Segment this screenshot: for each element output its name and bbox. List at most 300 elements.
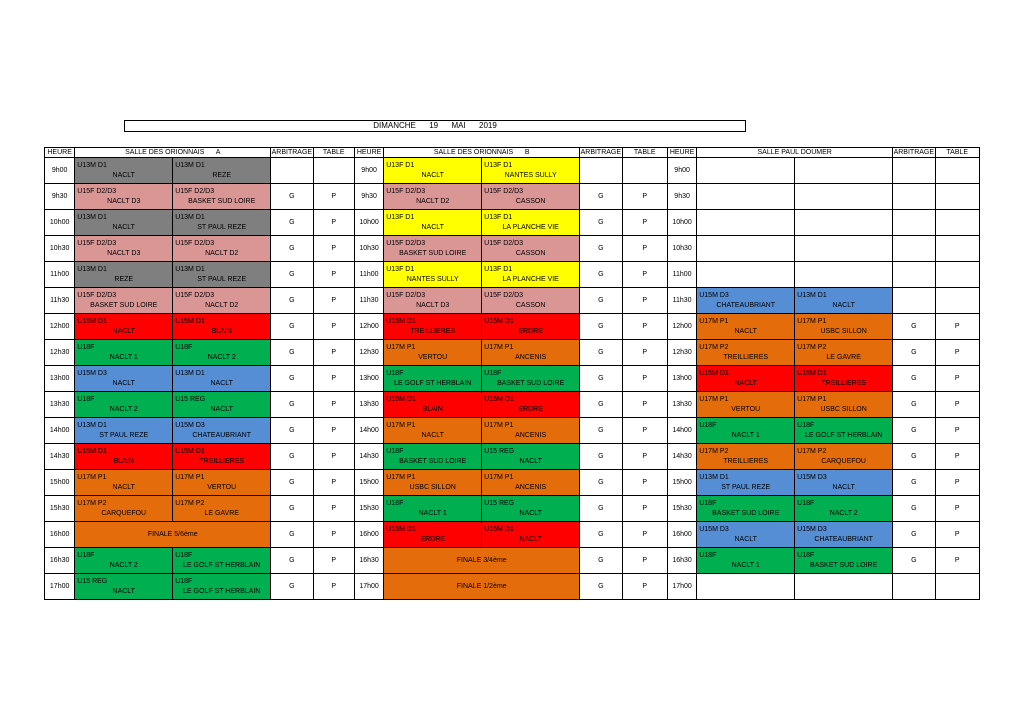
time-cell: 16h00 [45, 522, 75, 548]
arbitrage-cell: G [271, 340, 313, 366]
time-cell: 13h30 [667, 392, 696, 418]
team-name: CARQUEFOU [821, 457, 866, 465]
header-row [45, 148, 980, 158]
team-cell [697, 262, 795, 288]
team-cell [795, 158, 893, 184]
arbitrage-cell: G [271, 262, 313, 288]
team-cell [384, 314, 482, 340]
category-label: U18F [175, 343, 193, 351]
table-cell: P [313, 210, 354, 236]
table-cell: P [622, 496, 667, 522]
team-cell [384, 392, 482, 418]
team-name: VERTOU [418, 353, 448, 361]
team-name: VERTOU [207, 483, 237, 491]
arbitrage-cell: G [271, 236, 313, 262]
category-label [697, 213, 794, 223]
team-cell [482, 496, 580, 522]
category-label: U17M P1 [77, 473, 107, 481]
category-label: U15F D2/D3 [484, 187, 524, 195]
time-cell: 10h30 [354, 236, 383, 262]
category-label: U15M D1 [797, 369, 827, 377]
team-cell [697, 522, 795, 548]
team-name: NANTES SULLY [406, 275, 459, 283]
category-label: U15M D3 [175, 421, 205, 429]
category-label: U18F [386, 447, 404, 455]
category-label: U13M D1 [175, 213, 205, 221]
time-cell: 12h30 [667, 340, 696, 366]
team-name: REZE [212, 171, 232, 179]
category-label: U17M P1 [386, 473, 416, 481]
category-label: U13M D1 [175, 369, 205, 377]
header-salle-a: SALLE DES ORIONNAIS A [75, 148, 271, 158]
table-cell: P [313, 366, 354, 392]
time-cell: 11h30 [45, 288, 75, 314]
arbitrage-cell: G [893, 340, 935, 366]
team-cell [482, 210, 580, 236]
category-label: U13M D1 [77, 265, 107, 273]
team-name: ANCENIS [515, 483, 547, 491]
arbitrage-cell: G [893, 470, 935, 496]
team-cell [75, 288, 173, 314]
team-cell [697, 366, 795, 392]
category-label: U17M P2 [797, 447, 827, 455]
team-name [697, 223, 794, 233]
schedule-row [45, 262, 980, 288]
table-cell: P [935, 522, 979, 548]
schedule-row [45, 418, 980, 444]
arbitrage-cell: G [271, 444, 313, 470]
team-name: BASKET SUD LOIRE [497, 379, 565, 387]
arbitrage-cell [893, 210, 935, 236]
team-cell [697, 210, 795, 236]
team-name: NACLT [112, 327, 135, 335]
team-cell [795, 366, 893, 392]
arbitrage-cell [893, 184, 935, 210]
category-label: U13F D1 [386, 265, 415, 273]
arbitrage-cell: G [580, 262, 622, 288]
time-cell: 13h00 [667, 366, 696, 392]
table-cell: P [313, 236, 354, 262]
time-cell: 15h30 [354, 496, 383, 522]
time-cell: 10h30 [667, 236, 696, 262]
team-cell [173, 288, 271, 314]
team-name: BLAIN [113, 457, 134, 465]
team-name: NACLT [112, 379, 135, 387]
table-cell [935, 210, 979, 236]
time-cell: 14h30 [45, 444, 75, 470]
table-cell [935, 158, 979, 184]
category-label: U13F D1 [484, 265, 513, 273]
arbitrage-cell: G [893, 522, 935, 548]
category-label [795, 265, 892, 275]
arbitrage-cell: G [271, 184, 313, 210]
team-name: TREILLIERES [723, 457, 769, 465]
arbitrage-cell: G [580, 418, 622, 444]
arbitrage-cell: G [580, 314, 622, 340]
time-cell: 11h30 [667, 288, 696, 314]
time-cell: 12h30 [45, 340, 75, 366]
table-cell: P [622, 236, 667, 262]
team-name: REZE [114, 275, 134, 283]
team-name: ST PAUL REZE [99, 431, 149, 439]
schedule-row [45, 574, 980, 600]
category-label [795, 577, 892, 587]
time-cell: 9h30 [354, 184, 383, 210]
schedule-table [44, 147, 980, 600]
time-cell: 13h00 [354, 366, 383, 392]
team-cell [384, 522, 482, 548]
time-cell: 9h00 [667, 158, 696, 184]
table-cell: P [935, 392, 979, 418]
time-cell: 15h00 [354, 470, 383, 496]
team-cell [795, 210, 893, 236]
team-name: NACLT 2 [109, 561, 138, 569]
table-cell: P [313, 548, 354, 574]
team-cell [795, 496, 893, 522]
schedule-row [45, 522, 980, 548]
team-cell [697, 236, 795, 262]
team-cell [384, 236, 482, 262]
category-label: U17M P1 [386, 343, 416, 351]
category-label: U13M D1 [77, 161, 107, 169]
category-label: U13F D1 [484, 213, 513, 221]
team-name [795, 249, 892, 259]
arbitrage-cell: G [580, 470, 622, 496]
time-cell: 10h00 [667, 210, 696, 236]
arbitrage-cell: G [271, 314, 313, 340]
arbitrage-cell [271, 158, 313, 184]
table-cell: P [313, 496, 354, 522]
category-label: U13M D1 [175, 161, 205, 169]
time-cell: 14h30 [354, 444, 383, 470]
category-label [795, 187, 892, 197]
team-name [697, 249, 794, 259]
arbitrage-cell: G [271, 548, 313, 574]
arbitrage-cell: G [580, 366, 622, 392]
time-cell: 10h00 [45, 210, 75, 236]
team-cell [795, 522, 893, 548]
team-name: ERDRE [420, 535, 445, 543]
category-label: U15F D2/D3 [484, 291, 524, 299]
team-cell [75, 236, 173, 262]
team-cell [173, 444, 271, 470]
team-cell [482, 262, 580, 288]
arbitrage-cell [893, 158, 935, 184]
header-salle-b: SALLE DES ORIONNAIS B [384, 148, 580, 158]
category-label: U18F [386, 369, 404, 377]
team-name: ERDRE [518, 327, 543, 335]
team-name: BLAIN [422, 405, 443, 413]
arbitrage-cell: G [580, 288, 622, 314]
table-cell: P [313, 288, 354, 314]
team-cell [173, 548, 271, 574]
team-cell [173, 262, 271, 288]
team-name: NACLT [519, 509, 542, 517]
arbitrage-cell: G [271, 522, 313, 548]
team-cell [482, 444, 580, 470]
team-name: CHATEAUBRIANT [716, 301, 775, 309]
arbitrage-cell: G [271, 366, 313, 392]
header-arbitrage-a: ARBITRAGE [271, 148, 313, 156]
team-name: LE GOLF ST HERBLAIN [804, 431, 883, 439]
team-cell [384, 184, 482, 210]
team-name: TREILLIERES [821, 379, 867, 387]
arbitrage-cell: G [580, 210, 622, 236]
table-cell: P [622, 288, 667, 314]
team-name: BASKET SUD LOIRE [399, 249, 467, 257]
time-cell: 17h00 [354, 574, 383, 600]
arbitrage-cell: G [893, 314, 935, 340]
team-name [795, 197, 892, 207]
table-cell [935, 262, 979, 288]
schedule-row [45, 470, 980, 496]
team-cell [795, 340, 893, 366]
category-label: U18F [699, 499, 717, 507]
table-cell: P [313, 522, 354, 548]
table-cell: P [935, 340, 979, 366]
category-label: U17M P2 [699, 343, 729, 351]
team-cell [697, 158, 795, 184]
team-cell [482, 340, 580, 366]
arbitrage-cell [893, 236, 935, 262]
team-name: NACLT [734, 327, 757, 335]
table-cell: P [622, 522, 667, 548]
team-cell [75, 158, 173, 184]
team-cell [75, 496, 173, 522]
category-label: U17M P1 [797, 395, 827, 403]
team-name: ST PAUL REZE [197, 223, 247, 231]
category-label: U15F D2/D3 [484, 239, 524, 247]
table-cell: P [313, 392, 354, 418]
schedule-row [45, 314, 980, 340]
table-cell: P [622, 210, 667, 236]
table-cell: P [313, 184, 354, 210]
time-cell: 11h30 [354, 288, 383, 314]
team-name: NACLT [210, 379, 233, 387]
arbitrage-cell: G [580, 496, 622, 522]
time-cell: 17h00 [667, 574, 696, 600]
arbitrage-cell: G [271, 392, 313, 418]
team-cell [795, 392, 893, 418]
time-cell: 14h00 [667, 418, 696, 444]
category-label: U15M D1 [484, 317, 514, 325]
team-name: NACLT [112, 223, 135, 231]
time-cell: 12h00 [45, 314, 75, 340]
category-label: U18F [699, 421, 717, 429]
table-cell [935, 184, 979, 210]
category-label: U17M P2 [797, 343, 827, 351]
time-cell: 11h00 [667, 262, 696, 288]
time-cell: 10h30 [45, 236, 75, 262]
category-label: U13M D1 [77, 213, 107, 221]
category-label: U15F D2/D3 [175, 187, 215, 195]
team-name: NACLT 1 [731, 431, 760, 439]
table-cell: P [313, 574, 354, 600]
category-label: U13M D1 [175, 265, 205, 273]
team-name: NACLT [421, 431, 444, 439]
team-name: NACLT 2 [207, 353, 236, 361]
table-cell: P [622, 548, 667, 574]
team-cell [384, 496, 482, 522]
team-cell [795, 262, 893, 288]
team-name [795, 171, 892, 181]
team-cell [697, 288, 795, 314]
category-label: U18F [77, 395, 95, 403]
category-label: U13F D1 [386, 161, 415, 169]
team-cell [173, 392, 271, 418]
table-cell: P [622, 262, 667, 288]
team-cell [697, 340, 795, 366]
time-cell: 12h00 [354, 314, 383, 340]
time-cell: 16h30 [45, 548, 75, 574]
team-name: NACLT [519, 535, 542, 543]
team-name: CARQUEFOU [101, 509, 147, 517]
team-cell [75, 574, 173, 600]
time-cell: 9h00 [45, 158, 75, 184]
schedule-row [45, 158, 980, 184]
team-name: LA PLANCHE VIE [502, 223, 559, 231]
table-cell: P [622, 392, 667, 418]
category-label: U17M P2 [175, 499, 205, 507]
team-name: NACLT [112, 171, 135, 179]
team-cell [173, 184, 271, 210]
arbitrage-cell: G [580, 522, 622, 548]
arbitrage-cell [580, 158, 622, 184]
table-cell [935, 236, 979, 262]
arbitrage-cell: G [271, 574, 313, 600]
team-cell [75, 392, 173, 418]
category-label: U17M P2 [699, 447, 729, 455]
category-label: U17M P1 [175, 473, 205, 481]
time-cell: 9h30 [667, 184, 696, 210]
team-cell [384, 470, 482, 496]
category-label: U17M P1 [699, 395, 729, 403]
team-cell [384, 158, 482, 184]
team-cell [795, 470, 893, 496]
team-name: NACLT D2 [205, 249, 239, 257]
team-name: NACLT 2 [829, 509, 858, 517]
team-cell [173, 470, 271, 496]
team-name: VERTOU [731, 405, 761, 413]
team-cell [795, 548, 893, 574]
arbitrage-cell: G [893, 496, 935, 522]
category-label: U15M D1 [175, 447, 205, 455]
arbitrage-cell: G [271, 288, 313, 314]
team-name: NANTES SULLY [504, 171, 557, 179]
category-label: U15F D2/D3 [175, 239, 215, 247]
team-name [697, 587, 794, 597]
time-cell: 12h30 [354, 340, 383, 366]
team-cell [482, 314, 580, 340]
table-cell: P [622, 314, 667, 340]
time-cell: 16h30 [354, 548, 383, 574]
team-cell [697, 418, 795, 444]
category-label: U15M D1 [699, 369, 729, 377]
team-name: NACLT 1 [418, 509, 447, 517]
arbitrage-cell: G [271, 210, 313, 236]
category-label: U18F [175, 577, 193, 585]
finale-match-cell: FINALE 5/6ème [75, 522, 271, 548]
time-cell: 9h00 [354, 158, 383, 184]
page-title: DIMANCHE 19 MAI 2019 [124, 120, 746, 132]
team-cell [173, 210, 271, 236]
team-cell [482, 522, 580, 548]
category-label: U17M P1 [386, 421, 416, 429]
category-label: U18F [699, 551, 717, 559]
team-cell [384, 340, 482, 366]
team-name: LE GOLF ST HERBLAIN [394, 379, 472, 387]
time-cell: 11h00 [45, 262, 75, 288]
time-cell: 10h00 [354, 210, 383, 236]
category-label: U15M D3 [797, 473, 827, 481]
header-table-a: TABLE [313, 148, 354, 158]
arbitrage-cell: G [580, 340, 622, 366]
team-cell [75, 418, 173, 444]
team-name: CHATEAUBRIANT [814, 535, 873, 543]
time-cell: 15h00 [45, 470, 75, 496]
schedule-row [45, 496, 980, 522]
team-name: USBC SILLON [820, 405, 867, 413]
team-name: NACLT [734, 535, 757, 543]
team-cell [795, 314, 893, 340]
category-label: U15F D2/D3 [386, 239, 426, 247]
category-label: U15 REG [484, 447, 515, 455]
table-cell: P [935, 366, 979, 392]
time-cell: 14h00 [45, 418, 75, 444]
team-name: NACLT D2 [416, 197, 450, 205]
schedule-row [45, 184, 980, 210]
team-cell [697, 392, 795, 418]
team-cell [482, 392, 580, 418]
finale-match-cell: FINALE 3/4ème [384, 548, 580, 574]
team-cell [75, 470, 173, 496]
team-name: TREILLIERES [723, 353, 769, 361]
category-label: U18F [484, 369, 502, 377]
team-cell [173, 314, 271, 340]
category-label: U15M D1 [77, 317, 107, 325]
team-cell [795, 444, 893, 470]
team-name: LE GOLF ST HERBLAIN [183, 561, 261, 569]
table-cell [622, 158, 667, 184]
time-cell: 16h00 [354, 522, 383, 548]
table-cell: P [622, 470, 667, 496]
team-name: CASSON [515, 197, 546, 205]
category-label: U15F D2/D3 [175, 291, 215, 299]
header-table-b: TABLE [622, 148, 667, 158]
arbitrage-cell: G [893, 418, 935, 444]
team-name [697, 197, 794, 207]
arbitrage-cell [893, 288, 935, 314]
team-cell [173, 340, 271, 366]
team-cell [482, 236, 580, 262]
table-cell [313, 158, 354, 184]
team-name: USBC SILLON [409, 483, 456, 491]
team-name: NACLT D3 [107, 249, 141, 257]
team-name [697, 171, 794, 181]
arbitrage-cell: G [893, 366, 935, 392]
team-name [795, 223, 892, 233]
team-name [795, 275, 892, 285]
table-cell [935, 574, 979, 600]
schedule-row [45, 366, 980, 392]
header-arbitrage-c: ARBITRAGE [893, 148, 935, 156]
category-label: U15M D3 [699, 291, 729, 299]
team-cell [75, 210, 173, 236]
team-cell [173, 158, 271, 184]
team-name: ANCENIS [515, 353, 547, 361]
team-cell [795, 574, 893, 600]
category-label: U15M D1 [175, 317, 205, 325]
